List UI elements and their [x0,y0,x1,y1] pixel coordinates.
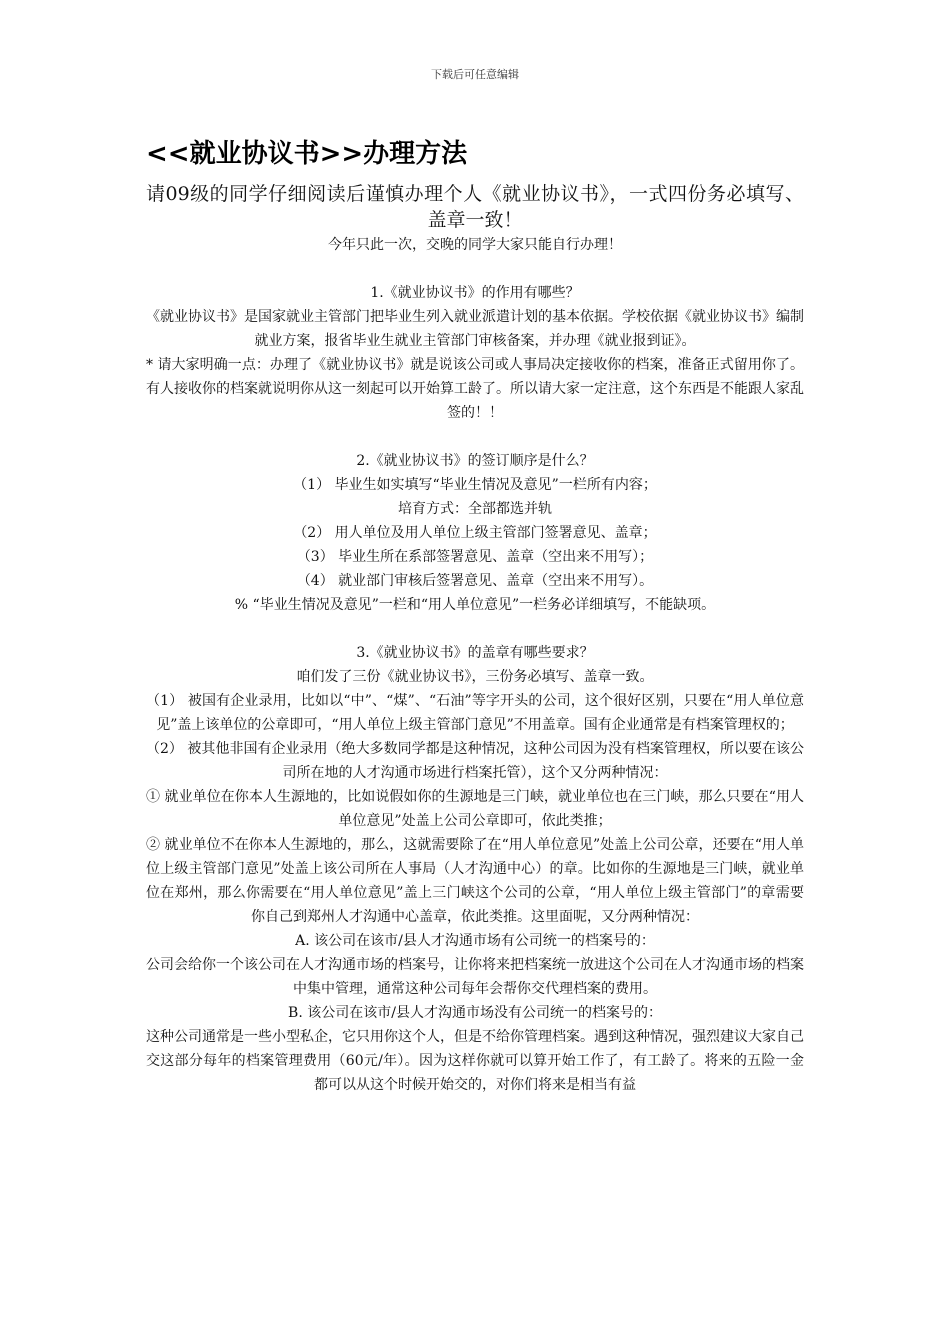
document-body [146,181,804,1097]
section-3-question: 3.《就业协议书》的盖章有哪些要求？ [356,645,594,661]
section-3-case-b-text: 这种公司通常是一些小型私企，它只用你这个人，但是不给你管理档案。遇到这种情况，强烈建议大家自己交这部分每年的档案管理费用（60元/年）。因为这样你就可以算开始工作了，有工龄了。将来的五险一金都可以从这个时候开始交的，对你们将来是相当有益 [146,1029,804,1093]
page-title: <<就业协议书>>办理方法 [146,139,468,169]
section-1-question: 1.《就业协议书》的作用有哪些？ [370,285,580,301]
section-2-note: % “毕业生情况及意见”一栏和“用人单位意见”一栏务必详细填写，不能缺项。 [234,597,716,613]
section-2-question: 2.《就业协议书》的签订顺序是什么？ [356,453,594,469]
section-2-training: 培育方式：全部都选并轨 [398,501,552,517]
intro-emphasis: 请09级的同学仔细阅读后谨慎办理个人《就业协议书》，一式四份务必填写、盖章一致！ [146,183,804,231]
section-3-case-1: ① 就业单位在你本人生源地的，比如说假如你的生源地是三门峡，就业单位也在三门峡，那么只要在“用人单位意见”处盖上公司公章即可，依此类推； [146,789,804,829]
section-2-step-2: （2） 用人单位及用人单位上级主管部门签署意见、盖章； [293,525,657,541]
section-3-case-a-title: A. 该公司在该市/县人才沟通市场有公司统一的档案号的： [295,933,655,949]
section-3-item-2: （2） 被其他非国有企业录用（绝大多数同学都是这种情况，这种公司因为没有档案管理权，所以要在该公司所在地的人才沟通市场进行档案托管），这个又分两种情况： [146,741,804,781]
section-3-case-b-title: B. 该公司在该市/县人才沟通市场没有公司统一的档案号的： [288,1005,662,1021]
intro-note: 今年只此一次，交晚的同学大家只能自行办理！ [328,237,622,253]
section-1-answer: 《就业协议书》是国家就业主管部门把毕业生列入就业派遣计划的基本依据。学校依据《就业协议书》编制就业方案，报省毕业生就业主管部门审核备案，并办理《就业报到证》。 [146,309,804,349]
section-3-case-a-text: 公司会给你一个该公司在人才沟通市场的档案号，让你将来把档案统一放进这个公司在人才沟通市场的档案中集中管理，通常这种公司每年会帮你交代理档案的费用。 [146,957,804,997]
section-1-note: * 请大家明确一点：办理了《就业协议书》就是说该公司或人事局决定接收你的档案，准备正式留用你了。有人接收你的档案就说明你从这一刻起可以开始算工龄了。所以请大家一定注意，这个东西是不能跟人家乱签的！！ [146,357,804,421]
section-3-case-2: ② 就业单位不在你本人生源地的，那么，这就需要除了在“用人单位意见”处盖上公司公章，还要在“用人单位上级主管部门意见”处盖上该公司所在人事局（人才沟通中心）的章。比如你的生源地是三门峡，就业单位在郑州，那么你需要在“用人单位意见”盖上三门峡这个公司的公章，“用人单位上级主管部门”的章需要你自己到郑州人才沟通中心盖章，依此类推。这里面呢，又分两种情况： [146,837,804,925]
header-note: 下载后可任意编辑 [431,68,519,81]
section-2-step-1: （1） 毕业生如实填写“毕业生情况及意见”一栏所有内容； [293,477,657,493]
section-3-intro: 咱们发了三份《就业协议书》，三份务必填写、盖章一致。 [296,669,654,685]
section-2-step-4: （4） 就业部门审核后签署意见、盖章（空出来不用写）。 [296,573,654,589]
section-3-item-1: （1） 被国有企业录用，比如以“中”、“煤”、“石油”等字开头的公司，这个很好区别，只要在“用人单位意见”盖上该单位的公章即可，“用人单位上级主管部门意见”不用盖章。国有企业通常是有档案管理权的； [146,693,804,733]
section-2-step-3: （3） 毕业生所在系部签署意见、盖章（空出来不用写）； [296,549,654,565]
